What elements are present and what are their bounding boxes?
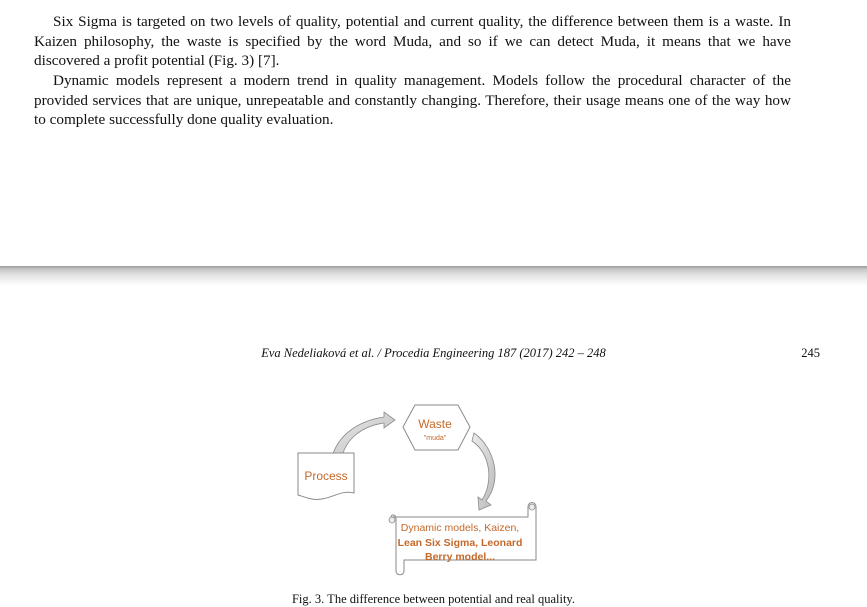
models-line-2: Lean Six Sigma, Leonard: [397, 537, 523, 549]
scroll-curl-top: [529, 504, 535, 510]
models-line-1: Dynamic models, Kaizen,: [400, 522, 520, 534]
page-number: 245: [801, 346, 820, 360]
arrow-waste-to-models: [472, 433, 495, 510]
waste-label: Waste: [418, 417, 452, 431]
figure-caption: Fig. 3. The difference between potential and real quality.: [291, 592, 575, 606]
figure-3-diagram: [288, 395, 548, 580]
scroll-curl-bottom: [389, 517, 395, 523]
paragraph-six-sigma: Six Sigma is targeted on two levels of quality, potential and current quality, the difference between them is a waste. In Kaizen philosophy, the waste is specified by the word Muda, and so if we can detect Muda, it means that we have discovered a profit potential (Fig. 3) [7].: [34, 13, 791, 69]
process-label: Process: [304, 469, 348, 483]
previous-page: [0, 0, 867, 266]
page-separator: [0, 266, 867, 286]
muda-label: "muda": [423, 435, 447, 442]
paragraph-dynamic-models: Dynamic models represent a modern trend in quality management. Models follow the procedural character of the provided services that are unique, unrepeatable and constantly changing. Therefore, their usage means one of the way how to complete successfully done quality evaluation.: [34, 72, 791, 128]
models-line-3: Berry model...: [424, 551, 496, 563]
running-head: Eva Nedeliaková et al. / Procedia Engineering 187 (2017) 242 – 248: [261, 346, 606, 360]
arrow-process-to-waste: [332, 412, 395, 457]
